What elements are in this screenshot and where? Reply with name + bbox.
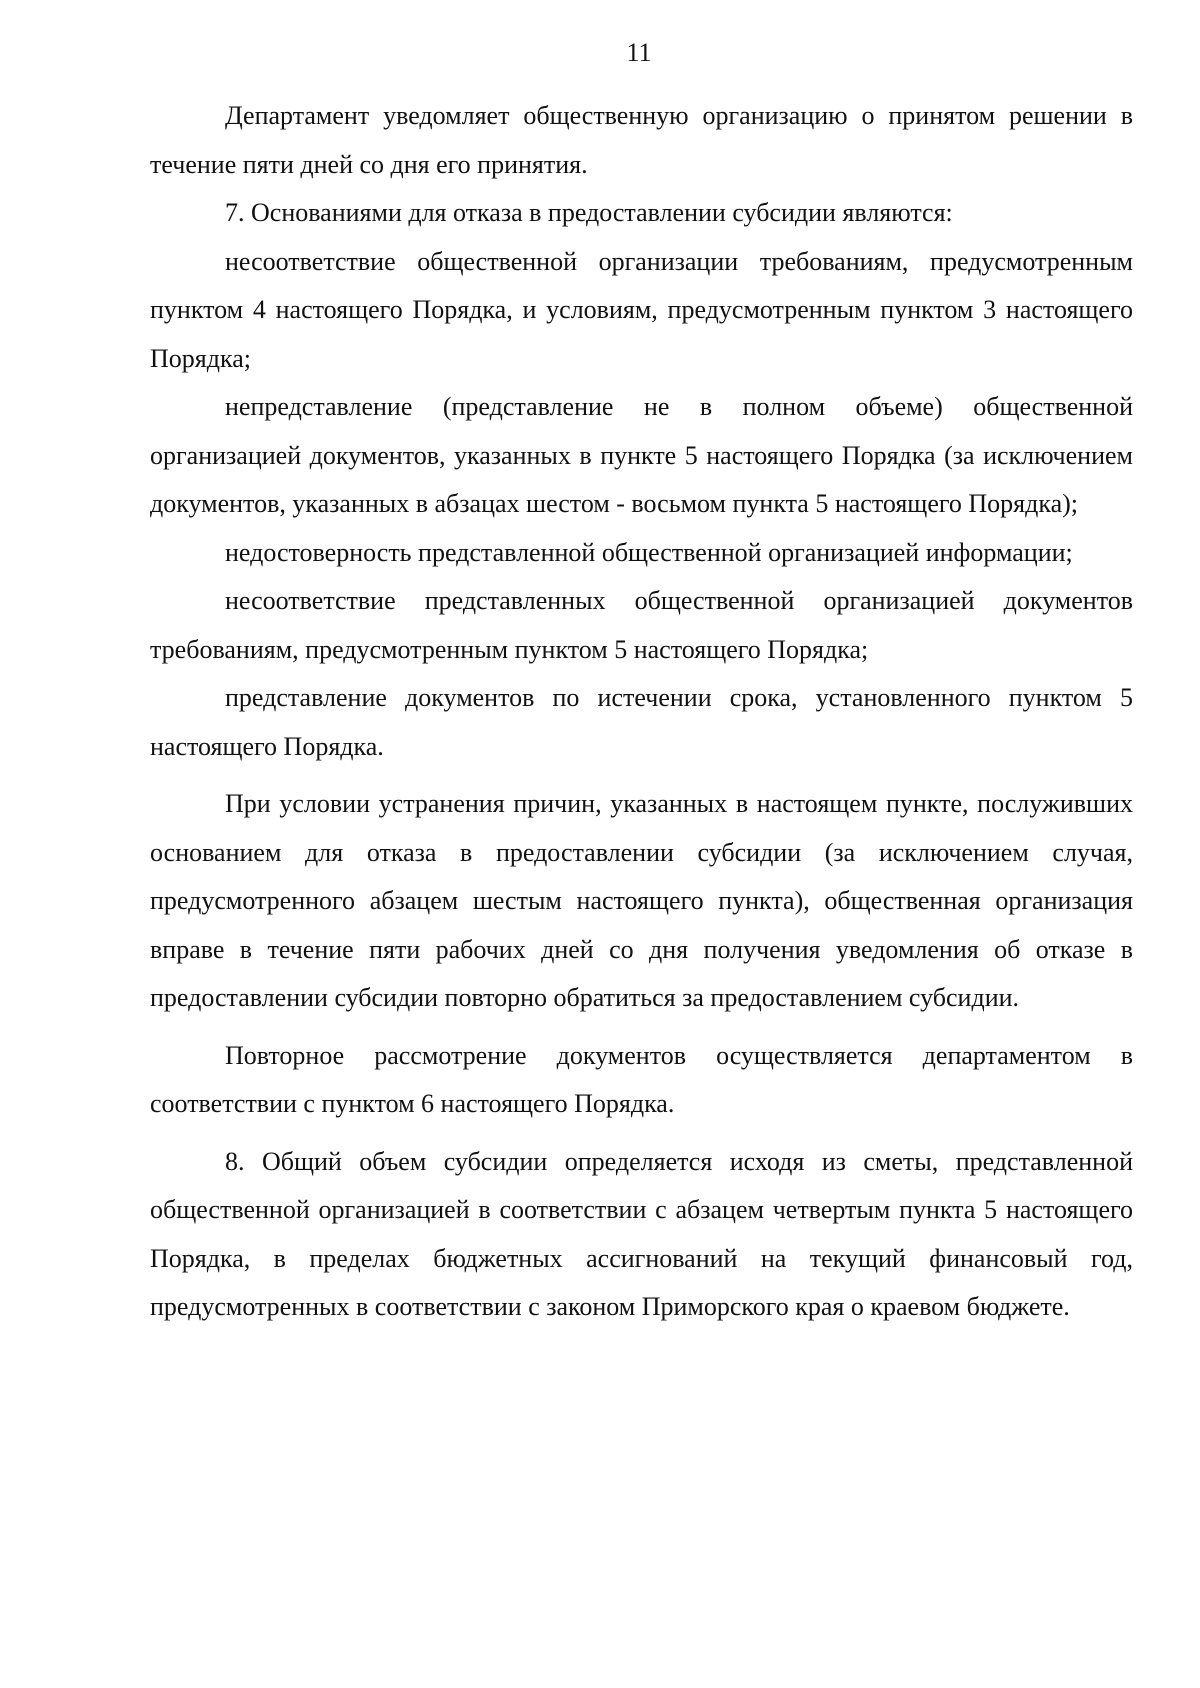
paragraph-spacer — [150, 1023, 1133, 1032]
paragraph-refusal-ground-noncompliance: несоответствие общественной организации требованиям, предусмотренным пунктом 4 настоящего Порядка, и условиям, предусмотренным пунктом 3 настоящего Порядка; — [150, 246, 1133, 373]
paragraph-refusal-ground-unreliable-info: недостоверность представленной общественной организацией информации; — [225, 537, 1073, 567]
paragraph-reapplication: При условии устранения причин, указанных в настоящем пункте, послуживших основанием для отказа в предоставлении субсидии (за исключением случая, предусмотренного абзацем шестым настоящего пункта), общественная организация вправе в течение пяти рабочих дней со дня получения уведомления об отказе в предоставлении субсидии повторно обратиться за предоставлением субсидии. — [150, 789, 1133, 1012]
document-body — [150, 92, 1133, 1332]
paragraph-subsidy-volume: 8. Общий объем субсидии определяется исходя из сметы, представленной общественной организацией в соответствии с абзацем четвертым пункта 5 настоящего Порядка, в пределах бюджетных ассигнований на текущий финансовый год, предусмотренных в соответствии с законом Приморского края о краевом бюджете. — [150, 1146, 1133, 1321]
paragraph-refusal-ground-document-mismatch: несоответствие представленных общественной организацией документов требованиям, предусмотренным пунктом 5 настоящего Порядка; — [150, 586, 1133, 664]
paragraph-refusal-ground-late-submission: представление документов по истечении срока, установленного пунктом 5 настоящего Порядка. — [150, 683, 1133, 761]
paragraph-refusal-ground-nonsubmission: непредставление (представление не в полном объеме) общественной организацией документов, указанных в пункте 5 настоящего Порядка (за исключением документов, указанных в абзацах шестом - восьмом пункта 5 настоящего Порядка); — [150, 392, 1133, 518]
paragraph-repeat-review: Повторное рассмотрение документов осуществляется департаментом в соответствии с пунктом 6 настоящего Порядка. — [150, 1040, 1133, 1118]
paragraph-spacer — [150, 1129, 1133, 1138]
page-number: 11 — [626, 38, 652, 67]
paragraph-refusal-grounds-heading: 7. Основаниями для отказа в предоставлении субсидии являются: — [225, 198, 953, 227]
paragraph-notification: Департамент уведомляет общественную организацию о принятом решении в течение пяти дней со дня его принятия. — [150, 101, 1133, 179]
paragraph-spacer — [150, 771, 1133, 780]
